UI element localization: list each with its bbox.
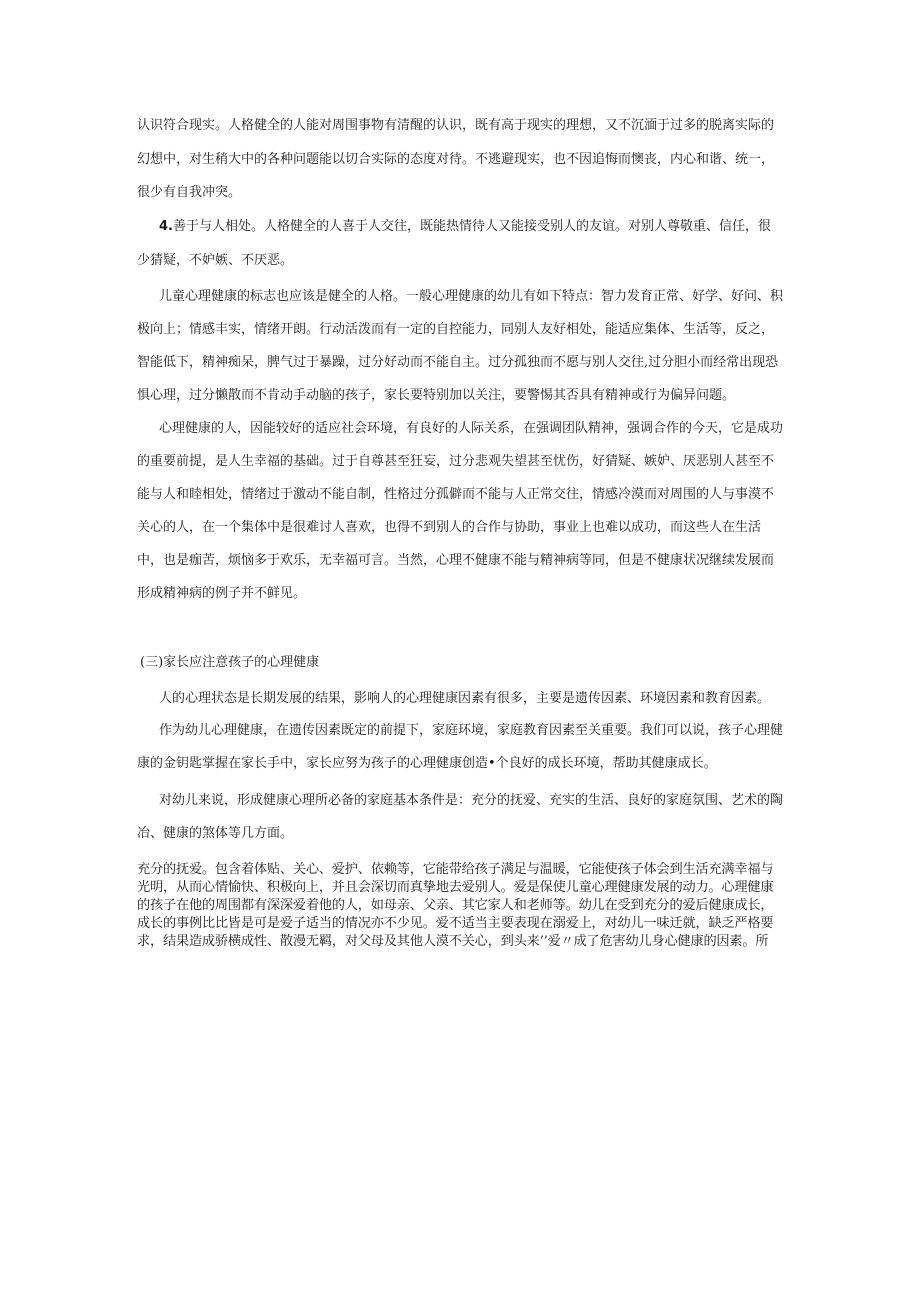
section-heading: (三)家长应注意孩子的心理健康 xyxy=(140,655,320,670)
paragraph-child-health-signs: 儿童心理健康的标志也应该是健全的人格。一般心理健康的幼儿有如下特点：智力发育正常、好学、好问、积极向上；情感丰实，情绪开朗。行动活泼而有一定的自控能力，同别人友好相处，能适应集体、生活等，反之，智能低下，精神痴呆，脾气过于暴躁，过分好动而不能自主。过分孤独而不愿与别人交往,过分胆小而经常出现恐惧心理，过分懒散而不肯动手动脑的孩子，家长要特别加以关注，要警惕其否具有精神或行为偏异问题。 xyxy=(137,289,784,403)
paragraph-family-environment: 作为幼儿心理健康，在遗传因素既定的前提下，家庭环境，家庭教育因素至关重要。我们可以说，孩子心理健康的金钥匙掌握在家长手中，家长应努为孩子的心理健康创造•个良好的成长环境，帮助其健康成长。 xyxy=(137,723,784,771)
paragraph-love: 充分的抚爱。包含着体贴、关心、爱护、依赖等，它能带给孩子满足与温暖，它能使孩子体会到生活充满幸福与光明，从而心情愉快、积极向上，并且会深切而真挚地去爱别人。爱是保使儿童心理健康发展的动力。心理健康的孩子在他的周围都有深深爱着他的人，如母亲、父亲、其它家人和老师等。幼儿在受到充分的爱后健康成长，成长的事例比比皆是可是爱子适当的情况亦不少见。爱不适当主要表现在溺爱上，对幼儿一味迁就，缺乏严格要求，结果造成骄横成性、散漫无羁，对父母及其他人漠不关心，到头来’’爱〃成了危害幼儿身心健康的因素。所 xyxy=(137,862,774,949)
paragraph-get-along-text: 善于与人相处。人格健全的人喜于人交往，既能热情待人又能接受别人的友谊。对别人尊敬重、信任，很少猜疑，不妒嫉、不厌恶。 xyxy=(137,219,771,268)
list-number: 4. xyxy=(159,219,173,234)
paragraph-basic-conditions: 对幼儿来说，形成健康心理所必备的家庭基本条件是：充分的抚爱、充实的生活、良好的家庭氛围、艺术的陶冶、健康的煞体等几方面。 xyxy=(137,793,784,841)
paragraph-get-along xyxy=(137,210,783,277)
paragraph-reality: 认识符合现实。人格健全的人能对周围事物有清醒的认识，既有高于现实的理想，又不沉湎于过多的脱离实际的幻想中，对生稍大中的各种问题能以切合实际的态度对待。不逃避现实，也不因追悔而懊丧，内心和谐、统一，很少有自我冲突。 xyxy=(137,118,775,200)
paragraph-healthy-person: 心理健康的人，因能较好的适应社会环境，有良好的人际关系，在强调团队精神，强调合作的今天，它是成功的重要前提，是人生幸福的基础。过于自尊甚至狂妄，过分悲观失望甚至忧伤，好猜疑、嫉妒、厌恶别人甚至不能与人和睦相处，情绪过于激动不能自制，性格过分孤僻而不能与人正常交往，情感冷漠而对周围的人与事漠不关心的人，在一个集体中是很难讨人喜欢，也得不到别人的合作与协助，事业上也难以成功，而这些人在生活中，也是痂苦，烦恼多于欢乐，无幸福可言。当然，心理不健康不能与精神病等同，但是不健康状况继续发展而形成精神病的例子并不鲜见。 xyxy=(137,421,784,601)
paragraph-mental-state: 人的心理状态是长期发展的结果，影响人的心理健康因素有很多，主要是遗传因素、环境因素和教育因素。 xyxy=(159,691,771,706)
